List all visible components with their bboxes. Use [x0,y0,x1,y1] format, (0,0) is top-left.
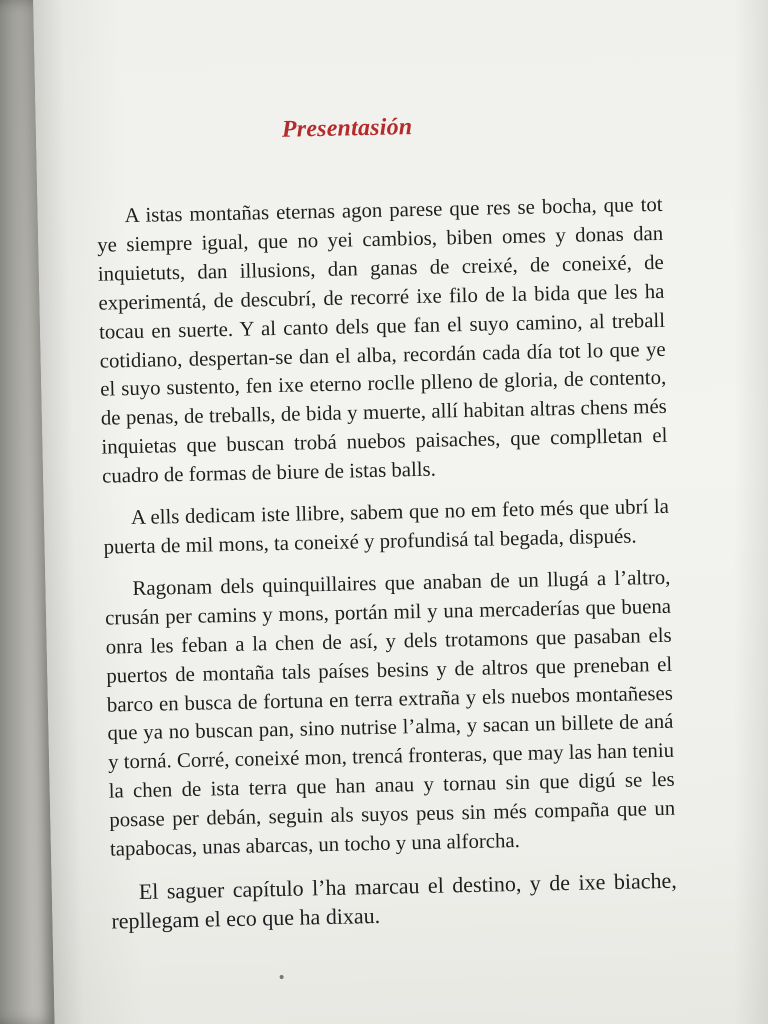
paragraph-2: A ells dedicam iste llibre, sabem que no em feto més que ubrí la puerta de mil mons, ta coneixé y profundisá tal begada, dispués. [103,494,670,559]
paragraph-4: El saguer capítulo l’ha marcau el destino, y de ixe biache, repllegam el eco que ha dixau. [111,867,677,934]
paragraph-3: Ragonam dels quinquillaires que anaban de un llugá a l’altro, crusán per camins y mons, portán mil y una mercaderías que buena onra les feban a la chen de así, y dels trotamons que pasaban els puertos de montaña tals países besins y de altros que preneban el barco en busca de fortuna en terra extraña y els nuebos montañeses que ya no buscan pan, sino nutrise l’alma, y sacan un billete de aná y torná. Corré, coneixé mon, trencá fronteras, que may las han teniu la chen de ista terra que han anau y tornau sin que digú se les posase per debán, seguin als suyos peus sin més compaña que un tapabocas, unas abarcas, un tocho y una alforcha. [104,565,676,861]
paragraph-1: A istas montañas eternas agon parese que res se bocha, que tot ye siempre igual, que no yei cambios, biben omes y donas dan inquietuts, dan illusions, dan ganas de creixé, de coneixé, de experimentá, de descubrí, de recorré ixe filo de la bida que les ha tocau en suerte. Y al canto dels que fan el suyo camino, al treball cotidiano, despertan-se dan el alba, recordán cada día tot lo que ye el suyo sustento, fen ixe eterno roclle plleno de gloria, de contento, de penas, de treballs, de bida y muerte, allí habitan altras chens més inquietas que buscan trobá nuebos paisaches, que complletan el cuadro de formas de biure de istas balls. [97,192,668,488]
page-body-text [96,191,677,936]
page-dot-mark [280,975,284,979]
book-page [33,0,768,1024]
page-title: Presentasión [281,114,413,143]
